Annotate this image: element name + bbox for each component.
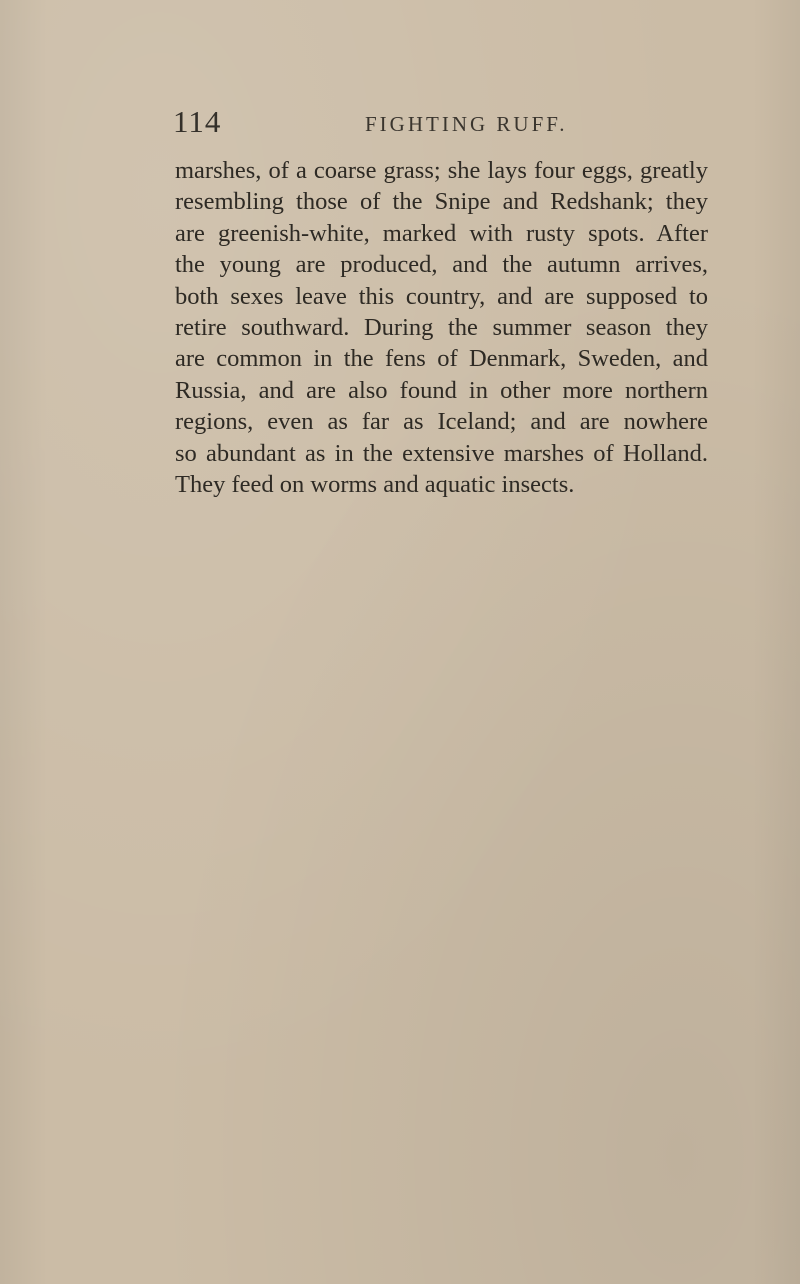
- running-title: FIGHTING RUFF.: [365, 112, 568, 136]
- body-paragraph: [175, 155, 708, 500]
- text-line: resembling those of the Snipe and Redshank; they: [175, 188, 708, 216]
- text-line: They feed on worms and aquatic insects.: [175, 470, 575, 498]
- text-line: retire southward. During the summer season they: [175, 313, 708, 341]
- text-line: regions, even as far as Iceland; and are nowhere: [175, 408, 708, 436]
- running-head: [173, 104, 713, 144]
- text-line: marshes, of a coarse grass; she lays four eggs, greatly: [175, 157, 708, 184]
- page-number: 114: [173, 104, 222, 139]
- text-line: Russia, and are also found in other more northern: [175, 376, 708, 404]
- text-line: the young are produced, and the autumn arrives,: [175, 251, 708, 279]
- text-line: are greenish-white, marked with rusty spots. After: [175, 219, 708, 247]
- text-line: so abundant as in the extensive marshes of Holland.: [175, 439, 708, 467]
- text-line: are common in the fens of Denmark, Sweden, and: [175, 345, 708, 373]
- text-line: both sexes leave this country, and are supposed to: [175, 282, 708, 310]
